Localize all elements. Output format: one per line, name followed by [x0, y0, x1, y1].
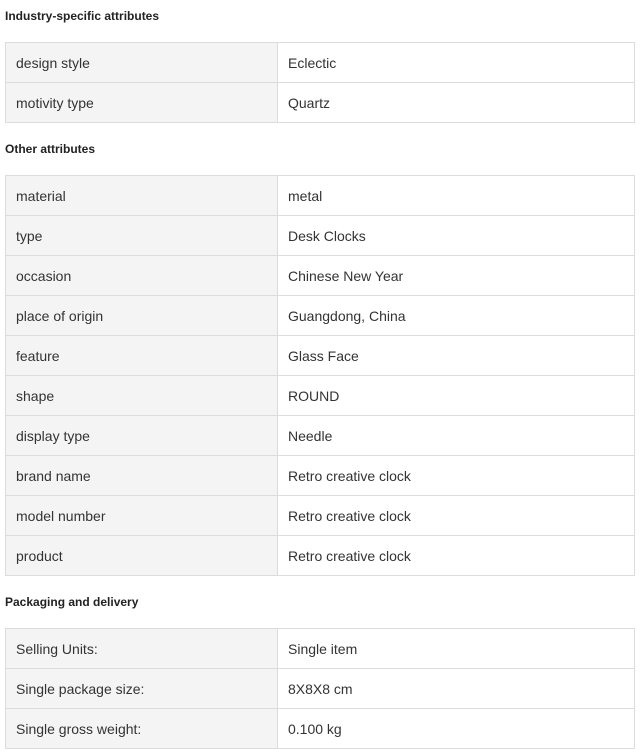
- attribute-value: Guangdong, China: [278, 296, 635, 336]
- table-row: [6, 176, 635, 216]
- attribute-key: motivity type: [6, 83, 278, 123]
- table-row: [6, 669, 635, 709]
- table-row: [6, 709, 635, 749]
- table-row: [6, 376, 635, 416]
- attribute-value: Chinese New Year: [278, 256, 635, 296]
- attribute-value: 8X8X8 cm: [278, 669, 635, 709]
- attribute-key: feature: [6, 336, 278, 376]
- attribute-value: Quartz: [278, 83, 635, 123]
- attribute-key: Selling Units:: [6, 629, 278, 669]
- section-title-packaging-delivery: Packaging and delivery: [5, 595, 139, 609]
- table-row: [6, 416, 635, 456]
- section-title-other-attributes: Other attributes: [5, 142, 96, 156]
- table-row: [6, 43, 635, 83]
- table-row: [6, 456, 635, 496]
- attribute-value: 0.100 kg: [278, 709, 635, 749]
- attribute-value: Retro creative clock: [278, 456, 635, 496]
- attribute-value: ROUND: [278, 376, 635, 416]
- attribute-value: Retro creative clock: [278, 496, 635, 536]
- attribute-value: Eclectic: [278, 43, 635, 83]
- attribute-value: Desk Clocks: [278, 216, 635, 256]
- table-row: [6, 336, 635, 376]
- attribute-key: brand name: [6, 456, 278, 496]
- attribute-key: material: [6, 176, 278, 216]
- attribute-key: design style: [6, 43, 278, 83]
- table-row: [6, 496, 635, 536]
- attribute-value: metal: [278, 176, 635, 216]
- table-row: [6, 629, 635, 669]
- attribute-value: Needle: [278, 416, 635, 456]
- attribute-key: shape: [6, 376, 278, 416]
- other-attributes-table: [5, 175, 635, 576]
- table-row: [6, 536, 635, 576]
- attribute-value: Retro creative clock: [278, 536, 635, 576]
- table-row: [6, 296, 635, 336]
- table-row: [6, 83, 635, 123]
- attribute-key: place of origin: [6, 296, 278, 336]
- attribute-key: type: [6, 216, 278, 256]
- packaging-attributes-table: [5, 628, 635, 749]
- section-title-industry-specific: Industry-specific attributes: [5, 9, 160, 23]
- table-row: [6, 256, 635, 296]
- attribute-key: Single package size:: [6, 669, 278, 709]
- industry-attributes-table: [5, 42, 635, 123]
- attribute-key: product: [6, 536, 278, 576]
- table-row: [6, 216, 635, 256]
- attribute-value: Glass Face: [278, 336, 635, 376]
- attribute-key: occasion: [6, 256, 278, 296]
- attribute-key: Single gross weight:: [6, 709, 278, 749]
- attribute-key: model number: [6, 496, 278, 536]
- attribute-key: display type: [6, 416, 278, 456]
- attribute-value: Single item: [278, 629, 635, 669]
